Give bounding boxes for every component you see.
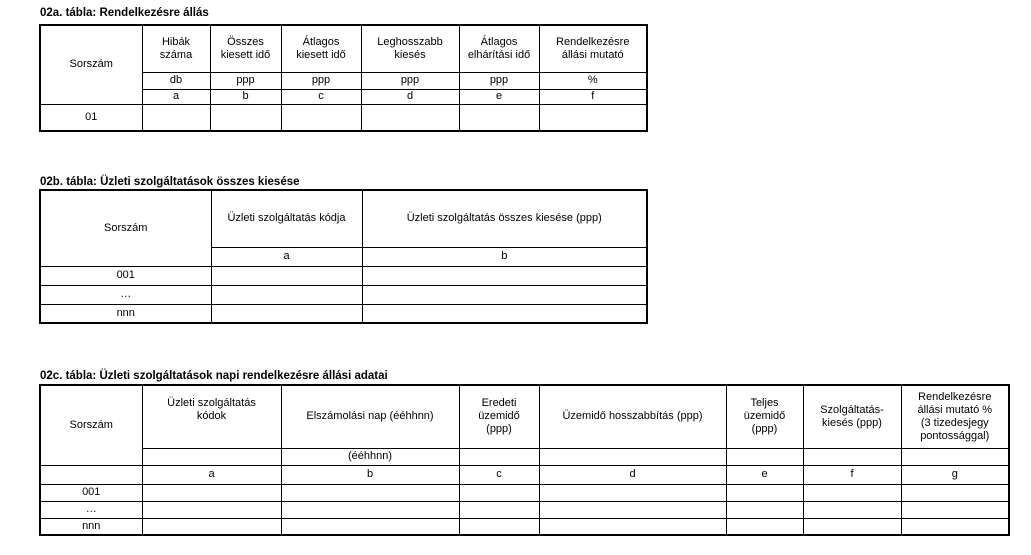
table-cell[interactable] bbox=[142, 501, 281, 518]
table-cell[interactable] bbox=[362, 285, 647, 304]
table-cell[interactable] bbox=[459, 104, 539, 131]
row-number: nnn bbox=[40, 304, 211, 323]
table-c-empty-cell bbox=[40, 465, 142, 484]
table-cell[interactable] bbox=[803, 484, 901, 501]
table-cell[interactable] bbox=[142, 484, 281, 501]
table-a-letter: a bbox=[142, 89, 210, 104]
table-c-unit bbox=[803, 448, 901, 465]
table-a-header: Átlagos elhárítási idő bbox=[459, 25, 539, 72]
table-cell[interactable] bbox=[459, 518, 539, 535]
table-cell[interactable] bbox=[142, 104, 210, 131]
table-cell[interactable] bbox=[281, 484, 459, 501]
table-cell[interactable] bbox=[281, 104, 361, 131]
table-row bbox=[40, 501, 1009, 518]
table-cell[interactable] bbox=[211, 304, 362, 323]
table-cell[interactable] bbox=[803, 501, 901, 518]
table-cell[interactable] bbox=[362, 266, 647, 285]
table-row bbox=[40, 518, 1009, 535]
table-cell[interactable] bbox=[901, 484, 1009, 501]
table-cell[interactable] bbox=[281, 501, 459, 518]
table-cell[interactable] bbox=[459, 501, 539, 518]
row-number: nnn bbox=[40, 518, 142, 535]
table-c-letter: a bbox=[142, 465, 281, 484]
table-c-header: Üzleti szolgáltatás kódok bbox=[142, 385, 281, 448]
table-cell[interactable] bbox=[539, 501, 726, 518]
table-row bbox=[40, 304, 647, 323]
table-c-header: Eredeti üzemidő (ppp) bbox=[459, 385, 539, 448]
table-a-row-header: Sorszám bbox=[40, 25, 142, 104]
table-row bbox=[40, 266, 647, 285]
table-cell[interactable] bbox=[210, 104, 281, 131]
table-cell[interactable] bbox=[803, 518, 901, 535]
table-a-unit: ppp bbox=[210, 72, 281, 89]
table-c-unit bbox=[142, 448, 281, 465]
table-c-unit bbox=[459, 448, 539, 465]
table-cell[interactable] bbox=[539, 484, 726, 501]
row-number: … bbox=[40, 501, 142, 518]
table-cell[interactable] bbox=[142, 518, 281, 535]
table-cell[interactable] bbox=[539, 518, 726, 535]
table-cell[interactable] bbox=[901, 518, 1009, 535]
table-row bbox=[40, 285, 647, 304]
table-c-header: Szolgáltatás- kiesés (ppp) bbox=[803, 385, 901, 448]
table-c-header: Elszámolási nap (ééhhnn) bbox=[281, 385, 459, 448]
table-c-letter: c bbox=[459, 465, 539, 484]
table-b-row-header: Sorszám bbox=[40, 190, 211, 266]
table-c-header: Teljes üzemidő (ppp) bbox=[726, 385, 803, 448]
table-a-unit: ppp bbox=[361, 72, 459, 89]
table-a-header: Összes kiesett idő bbox=[210, 25, 281, 72]
table-c-unit bbox=[539, 448, 726, 465]
table-row bbox=[40, 484, 1009, 501]
table-a-letter: e bbox=[459, 89, 539, 104]
table-c bbox=[39, 384, 1010, 536]
table-b-title: 02b. tábla: Üzleti szolgáltatások összes kiesése bbox=[40, 176, 300, 188]
table-c-letter: e bbox=[726, 465, 803, 484]
table-c-letter: d bbox=[539, 465, 726, 484]
table-cell[interactable] bbox=[361, 104, 459, 131]
table-cell[interactable] bbox=[281, 518, 459, 535]
table-a-unit: % bbox=[539, 72, 647, 89]
row-number: … bbox=[40, 285, 211, 304]
table-cell[interactable] bbox=[901, 501, 1009, 518]
table-cell[interactable] bbox=[726, 518, 803, 535]
table-c-unit bbox=[901, 448, 1009, 465]
table-c-unit: (ééhhnn) bbox=[281, 448, 459, 465]
table-cell[interactable] bbox=[362, 304, 647, 323]
table-a-header: Leghosszabb kiesés bbox=[361, 25, 459, 72]
table-c-header: Üzemidő hosszabbítás (ppp) bbox=[539, 385, 726, 448]
table-c-letter: g bbox=[901, 465, 1009, 484]
table-cell[interactable] bbox=[726, 484, 803, 501]
table-cell[interactable] bbox=[211, 285, 362, 304]
table-b-header: Üzleti szolgáltatás összes kiesése (ppp) bbox=[362, 190, 647, 247]
table-b-letter: a bbox=[211, 247, 362, 266]
table-a-letter: b bbox=[210, 89, 281, 104]
table-a-unit: db bbox=[142, 72, 210, 89]
table-b bbox=[39, 189, 648, 324]
table-c-unit bbox=[726, 448, 803, 465]
table-a-title: 02a. tábla: Rendelkezésre állás bbox=[40, 7, 209, 19]
table-a bbox=[39, 24, 648, 132]
table-b-header: Üzleti szolgáltatás kódja bbox=[211, 190, 362, 247]
table-cell[interactable] bbox=[539, 104, 647, 131]
row-number: 01 bbox=[40, 104, 142, 131]
table-c-row-header: Sorszám bbox=[40, 385, 142, 465]
table-a-unit: ppp bbox=[459, 72, 539, 89]
table-a-header: Átlagos kiesett idő bbox=[281, 25, 361, 72]
table-c-header: Rendelkezésre állási mutató % (3 tizedesjegy pontossággal) bbox=[901, 385, 1009, 448]
table-c-title: 02c. tábla: Üzleti szolgáltatások napi rendelkezésre állási adatai bbox=[40, 370, 388, 382]
table-cell[interactable] bbox=[726, 501, 803, 518]
table-cell[interactable] bbox=[459, 484, 539, 501]
table-a-letter: d bbox=[361, 89, 459, 104]
table-cell[interactable] bbox=[211, 266, 362, 285]
table-a-header: Rendelkezésre állási mutató bbox=[539, 25, 647, 72]
table-c-letter: f bbox=[803, 465, 901, 484]
table-a-letter: c bbox=[281, 89, 361, 104]
table-b-letter: b bbox=[362, 247, 647, 266]
table-c-letter: b bbox=[281, 465, 459, 484]
table-a-letter: f bbox=[539, 89, 647, 104]
table-a-unit: ppp bbox=[281, 72, 361, 89]
table-a-header: Hibák száma bbox=[142, 25, 210, 72]
table-row bbox=[40, 104, 647, 131]
row-number: 001 bbox=[40, 266, 211, 285]
row-number: 001 bbox=[40, 484, 142, 501]
